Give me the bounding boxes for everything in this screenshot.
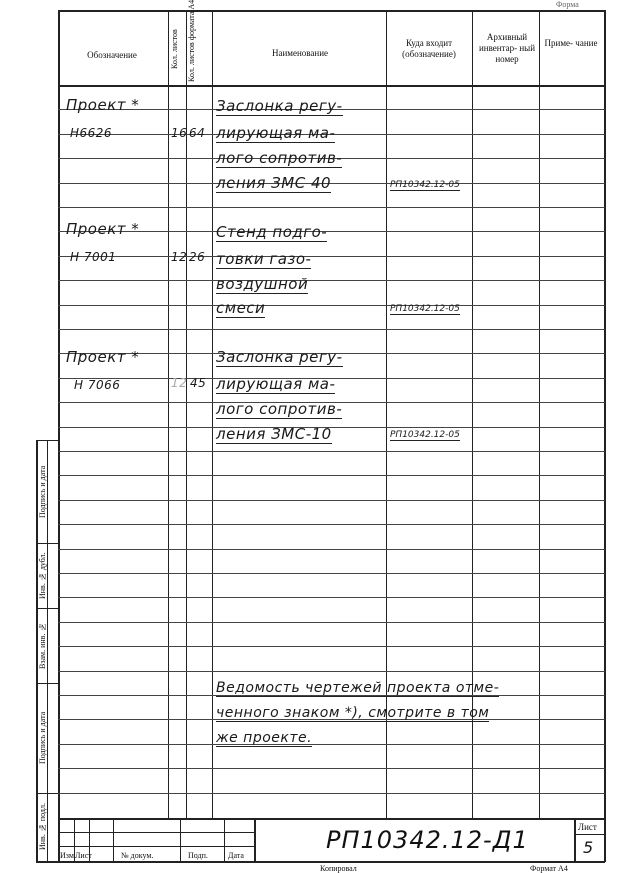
stamp-doc: № докум. bbox=[121, 851, 154, 860]
side-dup-inv: Инв. № дубл. bbox=[38, 552, 47, 600]
row-rule bbox=[58, 549, 605, 550]
entry-2-sheets-a4: 26 bbox=[189, 250, 206, 264]
header-designation: Обозначение bbox=[87, 50, 137, 60]
row-rule bbox=[58, 305, 605, 306]
entry-3-name-1: Заслонка регу- bbox=[216, 348, 343, 366]
stamp-izm: Изм bbox=[60, 851, 74, 860]
stamp-sheet-number: 5 bbox=[583, 838, 594, 857]
row-rule bbox=[58, 256, 605, 257]
entry-2-name-4: смеси bbox=[216, 299, 266, 317]
row-rule bbox=[58, 671, 605, 672]
entry-2-designation-2: Н 7001 bbox=[70, 250, 117, 264]
form-label: Форма bbox=[556, 0, 579, 9]
entry-1-name-2: лирующая ма- bbox=[216, 124, 336, 142]
entry-1-designation-2: Н6626 bbox=[70, 126, 113, 140]
entry-3-where-used: РП10342.12-05 bbox=[390, 430, 460, 440]
side-swap-inv: Взам. инв. № bbox=[38, 622, 47, 670]
footnote-line-1: Ведомость чертежей проекта отме- bbox=[216, 680, 500, 696]
entry-3-name-4: ления ЗМС-10 bbox=[216, 425, 332, 443]
header-where-used: Куда входит (обозначение) bbox=[402, 38, 456, 59]
footnote-line-3: же проекте. bbox=[216, 730, 313, 746]
row-rule bbox=[58, 524, 605, 525]
row-rule bbox=[58, 500, 605, 501]
header-note: Приме- чание bbox=[544, 38, 598, 48]
side-sign-date-top: Подпись и дата bbox=[38, 465, 47, 519]
row-rule bbox=[58, 573, 605, 574]
entry-2-name-2: товки газо- bbox=[216, 250, 312, 268]
stamp-date: Дата bbox=[228, 851, 244, 860]
row-rule bbox=[58, 622, 605, 623]
header-sheets-a4 bbox=[186, 0, 210, 82]
footer-format: Формат А4 bbox=[530, 864, 568, 873]
footer-copied: Копировал bbox=[320, 864, 357, 873]
row-rule bbox=[58, 475, 605, 476]
entry-1-sheets-a4: 64 bbox=[189, 126, 206, 140]
row-rule bbox=[58, 646, 605, 647]
stamp-list: Лист bbox=[75, 851, 92, 860]
row-rule bbox=[58, 597, 605, 598]
entry-3-designation-2: Н 7066 bbox=[74, 378, 121, 392]
row-rule bbox=[58, 793, 605, 794]
entry-1-where-used: РП10342.12-05 bbox=[390, 180, 460, 190]
row-rule bbox=[58, 451, 605, 452]
entry-2-where-used: РП10342.12-05 bbox=[390, 304, 460, 314]
entry-1-name-3: лого сопротив- bbox=[216, 149, 343, 167]
entry-2-designation-1: Проект * bbox=[66, 220, 140, 238]
side-orig-inv: Инв. № подл. bbox=[38, 803, 47, 851]
row-rule bbox=[58, 183, 605, 184]
row-rule bbox=[58, 329, 605, 330]
stamp-sign: Подп. bbox=[188, 851, 208, 860]
row-rule bbox=[58, 280, 605, 281]
entry-3-name-3: лого сопротив- bbox=[216, 400, 343, 418]
stamp-document-code: РП10342.12-Д1 bbox=[326, 826, 529, 854]
side-sign-date-bottom: Подпись и дата bbox=[38, 711, 47, 765]
header-sheets-a4-text: Кол. листов формата А4 bbox=[187, 0, 196, 82]
entry-1-sheets: 16 bbox=[171, 126, 188, 140]
header-name: Наименование bbox=[271, 48, 329, 58]
entry-2-name-1: Стенд подго- bbox=[216, 223, 328, 241]
entry-1-name-4: ления ЗМС 40 bbox=[216, 174, 332, 192]
row-rule bbox=[58, 744, 605, 745]
entry-2-name-3: воздушной bbox=[216, 275, 309, 293]
header-archive: Архивный инвентар- ный номер bbox=[478, 32, 536, 64]
stamp-sheet-label: Лист bbox=[578, 822, 597, 832]
entry-1-designation-1: Проект * bbox=[66, 96, 140, 114]
entry-3-sheets-a4: 45 bbox=[190, 376, 207, 390]
entry-3-designation-1: Проект * bbox=[66, 348, 140, 366]
entry-1-name-1: Заслонка регу- bbox=[216, 97, 343, 115]
row-rule bbox=[58, 207, 605, 208]
row-rule bbox=[58, 768, 605, 769]
row-rule bbox=[58, 231, 605, 232]
entry-2-sheets: 12 bbox=[171, 250, 188, 264]
entry-3-name-2: лирующая ма- bbox=[216, 375, 336, 393]
header-sheets-count: Кол. листов bbox=[170, 29, 179, 69]
entry-3-sheets: 12 bbox=[171, 376, 188, 390]
footnote-line-2: ченного знаком *), смотрите в том bbox=[216, 705, 490, 721]
